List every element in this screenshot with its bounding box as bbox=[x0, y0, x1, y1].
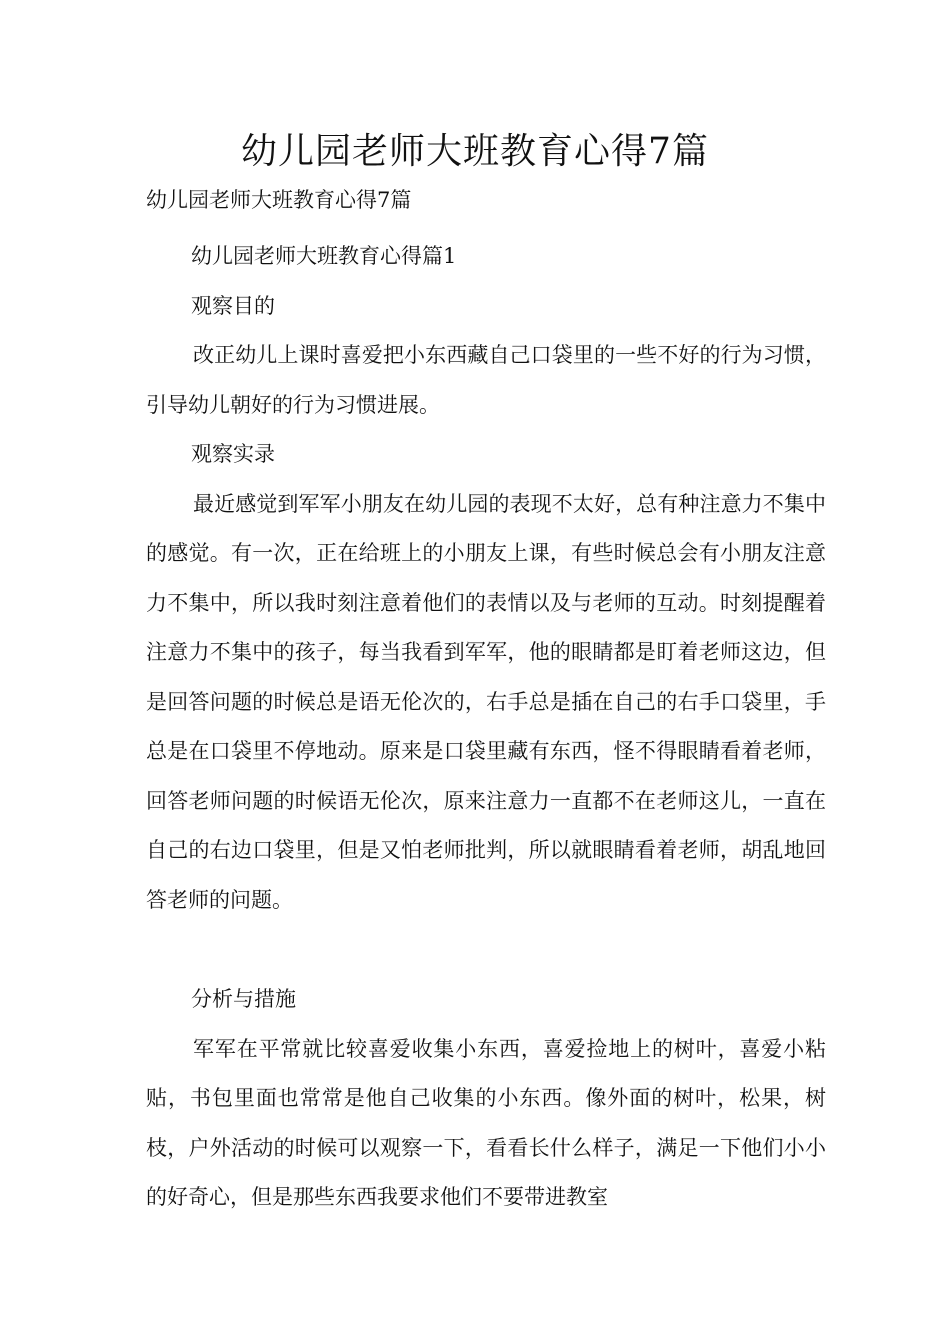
section-heading: 分析与措施 bbox=[191, 987, 296, 1011]
body-paragraph: 改正幼儿上课时喜爱把小东西藏自己口袋里的一些不好的行为习惯，引导幼儿朝好的行为习惯进展。 bbox=[146, 343, 826, 417]
document-body bbox=[146, 232, 826, 1223]
section-heading: 幼儿园老师大班教育心得篇1 bbox=[191, 244, 457, 268]
document-subtitle: 幼儿园老师大班教育心得7篇 bbox=[146, 188, 412, 212]
body-paragraph: 最近感觉到军军小朋友在幼儿园的表现不太好，总有种注意力不集中的感觉。有一次，正在给班上的小朋友上课，有些时候总会有小朋友注意力不集中，所以我时刻注意着他们的表情以及与老师的互动。时刻提醒着注意力不集中的孩子，每当我看到军军，他的眼睛都是盯着老师这边，但是回答问题的时候总是语无伦次的，右手总是插在自己的右手口袋里，手总是在口袋里不停地动。原来是口袋里藏有东西，怪不得眼睛看着老师，回答老师问题的时候语无伦次，原来注意力一直都不在老师这儿，一直在自己的右边口袋里，但是又怕老师批判，所以就眼睛看着老师，胡乱地回答老师的问题。 bbox=[146, 491, 826, 912]
document-title: 幼儿园老师大班教育心得7篇 bbox=[241, 131, 709, 172]
paragraph-spacer bbox=[146, 925, 826, 975]
section-heading: 观察实录 bbox=[191, 442, 275, 466]
body-paragraph: 军军在平常就比较喜爱收集小东西，喜爱捡地上的树叶，喜爱小粘贴，书包里面也常常是他自己收集的小东西。像外面的树叶，松果，树枝，户外活动的时候可以观察一下，看看长什么样子，满足一下他们小小的好奇心，但是那些东西我要求他们不要带进教室 bbox=[146, 1036, 826, 1209]
section-heading: 观察目的 bbox=[191, 293, 275, 318]
